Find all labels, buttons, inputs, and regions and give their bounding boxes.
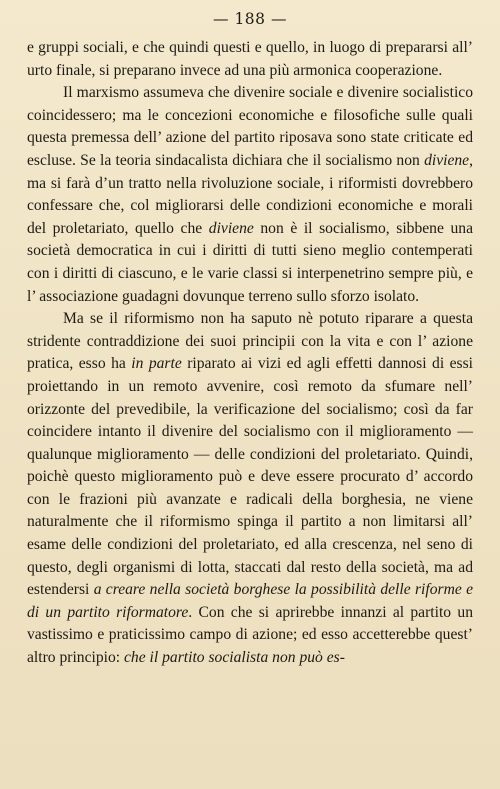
- text-run: , ma si farà d’un tratto nella rivoluzione sociale, i riformisti dovrebbero confessare che, col migliorarsi delle condizioni economiche e morali del proletariato, quello che: [27, 151, 473, 237]
- italic-text: diviene: [208, 219, 254, 237]
- body-text: [27, 37, 473, 670]
- text-run: riparato ai vizi ed agli effetti dannosi di essi proiettando in un remoto avvenire, così remoto da sfumare nell’ orizzonte del prevedibile, la verificazione del socialismo; così da far coincidere intanto il divenire del socialismo con il miglioramento — qualunque miglioramento — delle condizioni del proletariato. Quindi, poichè questo miglioramento può e deve essere procurato d’ accordo con le frazioni più avanzate e radicali della borghesia, ne viene naturalmente che il riformismo spinga il partito a non limitarsi all’ esame delle condizioni del proletariato, ed alla crescenza, nel seno di questo, degli organismi di lotta, staccati dal resto della società, ma ad estendersi: [27, 355, 473, 599]
- text-run: e gruppi sociali, e che quindi questi e quello, in luogo di prepararsi all’ urto finale, si preparano invece ad una più armonica cooperazione.: [27, 39, 473, 79]
- text-run: Il marxismo assumeva che divenire sociale e divenire socialistico coincidessero; ma le concezioni economiche e filosofiche sulle quali questa premessa dell’ azione del partito riposava sono state criticate ed escluse. Se la teoria sindacalista dichiara che il socialismo non: [27, 84, 473, 169]
- italic-text: che il partito socialista non può es-: [124, 649, 345, 667]
- paragraph: [27, 308, 473, 670]
- text-run: Ma se il riformismo non ha saputo nè potuto riparare a questa stridente contraddizione dei suoi principii con la vita e con l’ azione pratica, esso ha: [27, 310, 473, 373]
- italic-text: diviene: [424, 151, 470, 169]
- page-number: — 188 —: [213, 10, 287, 28]
- text-run: non è il socialismo, sibbene una società democratica in cui i diritti di tutti sieno meglio contemperati con i diritti di ciascuno, e le varie classi si interpenetrino sempre più, e l’ associazione guadagni dovunque terreno sullo sforzo isolato.: [27, 219, 473, 305]
- italic-text: in parte: [131, 355, 182, 373]
- italic-text: a creare nella società borghese la possibilità delle riforme e di un partito riformatore: [27, 581, 473, 621]
- paragraph: [27, 82, 473, 308]
- text-run: . Con che si aprirebbe innanzi al partito un vastissimo e praticissimo campo di azione; ed esso accetterebbe quest’ altro principio:: [27, 603, 473, 667]
- paragraph: [27, 37, 473, 82]
